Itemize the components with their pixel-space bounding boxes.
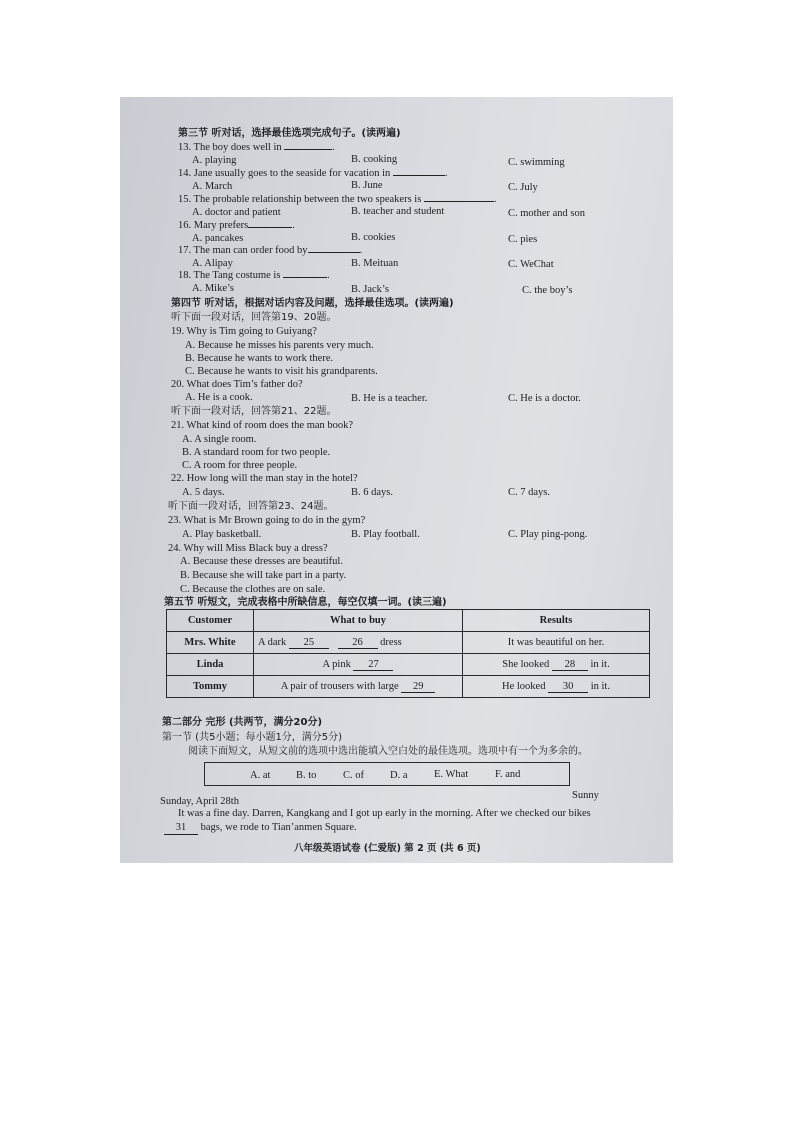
q20-option-c: C. He is a doctor. (508, 393, 581, 404)
q23-stem: 23. What is Mr Brown going to do in the gym? (168, 515, 366, 526)
q13-option-c: C. swimming (508, 157, 565, 168)
q13-option-a: A. playing (192, 155, 237, 166)
q15-option-a: A. doctor and patient (192, 207, 281, 218)
q21-option-b: B. A standard room for two people. (182, 447, 331, 458)
section5-title: 第五节 听短文，完成表格中所缺信息，每空仅填一词。(读三遍) (164, 597, 447, 608)
q13-stem: 13. The boy does well in . (178, 142, 335, 153)
q20-option-a: A. He is a cook. (185, 392, 253, 403)
table-row (167, 654, 650, 676)
section4-title: 第四节 听对话，根据对话内容及问题，选择最佳选项。(读两遍) (171, 298, 454, 309)
table-row (167, 676, 650, 698)
buy-cell: A dark 25 26 dress (254, 632, 463, 654)
q16-stem: 16. Mary prefers . (178, 220, 295, 231)
q13-option-b: B. cooking (351, 154, 398, 165)
q17-option-a: A. Alipay (192, 258, 233, 269)
listening-table (166, 609, 650, 698)
q19-option-c: C. Because he wants to visit his grandparents. (185, 366, 378, 377)
header-results: Results (463, 610, 650, 632)
section3-title: 第三节 听对话，选择最佳选项完成句子。(读两遍) (178, 128, 401, 139)
customer-cell: Mrs. White (167, 632, 254, 654)
blank-30: 30 (548, 681, 588, 693)
header-customer: Customer (167, 610, 254, 632)
q21-stem: 21. What kind of room does the man book? (171, 420, 354, 431)
option-b: B. to (296, 770, 317, 781)
result-cell: She looked 28 in it. (463, 654, 650, 676)
q14-option-a: A. March (192, 181, 233, 192)
q17-option-b: B. Meituan (351, 258, 399, 269)
q17-stem: 17. The man can order food by . (178, 245, 363, 256)
q23-option-a: A. Play basketball. (182, 529, 262, 540)
q22-option-a: A. 5 days. (182, 487, 225, 498)
table-row (167, 632, 650, 654)
q24-stem: 24. Why will Miss Black buy a dress? (168, 543, 328, 554)
blank-31: 31 (164, 822, 198, 835)
option-c: C. of (343, 770, 364, 781)
q21-option-c: C. A room for three people. (182, 460, 298, 471)
q19-option-b: B. Because he wants to work there. (185, 353, 334, 364)
option-d: D. a (390, 770, 408, 781)
result-cell: He looked 30 in it. (463, 676, 650, 698)
blank-29: 29 (401, 681, 435, 693)
option-e: E. What (434, 769, 469, 780)
dialogue-3-instruction: 听下面一段对话，回答第23、24题。 (168, 501, 334, 512)
blank-27: 27 (353, 659, 393, 671)
q15-option-c: C. mother and son (508, 208, 585, 219)
q23-option-b: B. Play football. (351, 529, 420, 540)
q22-option-b: B. 6 days. (351, 487, 393, 498)
q16-option-a: A. pancakes (192, 233, 244, 244)
q17-option-c: C. WeChat (508, 259, 554, 270)
dialogue-2-instruction: 听下面一段对话，回答第21、22题。 (171, 406, 337, 417)
q14-option-c: C. July (508, 182, 538, 193)
q16-option-b: B. cookies (351, 232, 396, 243)
q20-option-b: B. He is a teacher. (351, 393, 428, 404)
buy-cell: A pair of trousers with large 29 (254, 676, 463, 698)
q16-option-c: C. pies (508, 234, 538, 245)
q22-option-c: C. 7 days. (508, 487, 550, 498)
option-a: A. at (250, 770, 271, 781)
blank-26: 26 (338, 637, 378, 649)
dialogue-1-instruction: 听下面一段对话，回答第19、20题。 (171, 312, 337, 323)
q24-option-b: B. Because she will take part in a party. (180, 570, 347, 581)
cloze-instruction: 阅读下面短文，从短文前的选项中选出能填入空白处的最佳选项。选项中有一个为多余的。 (188, 746, 588, 757)
q24-option-c: C. Because the clothes are on sale. (180, 584, 326, 595)
q22-stem: 22. How long will the man stay in the hotel? (171, 473, 358, 484)
diary-date: Sunday, April 28th (160, 796, 239, 807)
table-header-row (167, 610, 650, 632)
customer-cell: Linda (167, 654, 254, 676)
page-footer: 八年级英语试卷 (仁爱版) 第 2 页 (共 6 页) (294, 843, 481, 854)
exam-page-photo (120, 97, 673, 863)
q18-option-b: B. Jack’s (351, 284, 389, 295)
blank-28: 28 (552, 659, 588, 671)
q20-stem: 20. What does Tim’s father do? (171, 379, 303, 390)
header-what-to-buy: What to buy (254, 610, 463, 632)
q15-stem: 15. The probable relationship between the two speakers is . (178, 194, 497, 205)
q14-option-b: B. June (351, 180, 383, 191)
passage-line-2: 31 bags, we rode to Tian’anmen Square. (164, 822, 357, 835)
q18-option-a: A. Mike’s (192, 283, 234, 294)
q18-stem: 18. The Tang costume is . (178, 270, 330, 281)
blank-25: 25 (289, 637, 329, 649)
q18-option-c: C. the boy’s (522, 285, 573, 296)
q23-option-c: C. Play ping-pong. (508, 529, 588, 540)
part2-title: 第二部分 完形 (共两节，满分20分) (162, 717, 323, 728)
passage-line-1: It was a fine day. Darren, Kangkang and I got up early in the morning. After we checked our bikes (178, 808, 591, 819)
weather-label: Sunny (572, 790, 599, 801)
q21-option-a: A. A single room. (182, 434, 257, 445)
q19-option-a: A. Because he misses his parents very much. (185, 340, 374, 351)
q19-stem: 19. Why is Tim going to Guiyang? (171, 326, 317, 337)
q14-stem: 14. Jane usually goes to the seaside for vacation in . (178, 168, 448, 179)
result-cell: It was beautiful on her. (463, 632, 650, 654)
buy-cell: A pink 27 (254, 654, 463, 676)
option-f: F. and (495, 769, 521, 780)
q15-option-b: B. teacher and student (351, 206, 445, 217)
part2-section1-title: 第一节 (共5小题；每小题1分，满分5分) (162, 732, 343, 743)
customer-cell: Tommy (167, 676, 254, 698)
q24-option-a: A. Because these dresses are beautiful. (180, 556, 343, 567)
